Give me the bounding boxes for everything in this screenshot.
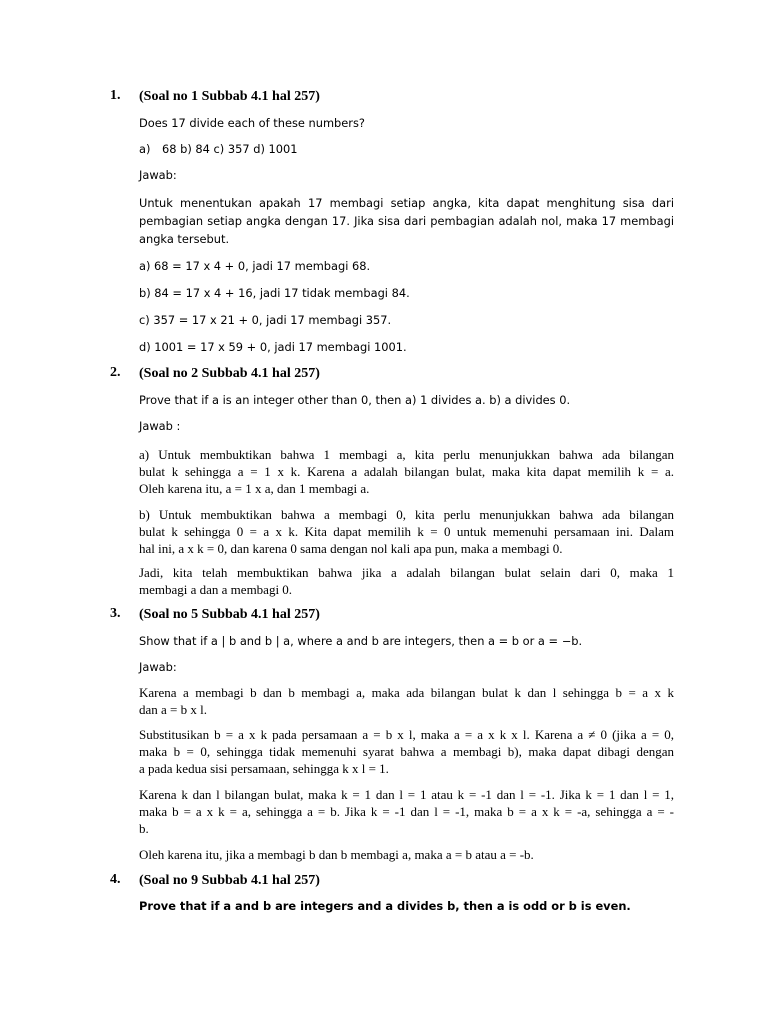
paragraph-line: bulat k sehingga a = 1 x k. Karena a adalah bilangan bulat, maka kita dapat memilih k = a. [139, 464, 674, 479]
options-text: 68 b) 84 c) 357 d) 1001 [162, 142, 298, 156]
option-label: a) [139, 142, 151, 156]
paragraph-line: Oleh karena itu, a = 1 x a, dan 1 membagi a. [139, 481, 370, 496]
question-number: 4. [110, 872, 121, 887]
question-number: 3. [110, 606, 121, 621]
answer-label: Jawab : [139, 419, 181, 433]
question-number: 1. [110, 88, 121, 103]
paragraph-line: angka tersebut. [139, 232, 230, 246]
question-heading: (Soal no 2 Subbab 4.1 hal 257) [139, 366, 320, 381]
question-heading: (Soal no 1 Subbab 4.1 hal 257) [139, 89, 320, 104]
paragraph-line: Jadi, kita telah membuktikan bahwa jika a adalah bilangan bulat selain dari 0, maka 1 [139, 565, 674, 580]
paragraph-line: a pada kedua sisi persamaan, sehingga k x l = 1. [139, 761, 389, 776]
paragraph-line: Untuk menentukan apakah 17 membagi setiap angka, kita dapat menghitung sisa dari [139, 196, 674, 210]
paragraph-line: dan a = b x l. [139, 702, 207, 717]
question-heading: (Soal no 9 Subbab 4.1 hal 257) [139, 873, 320, 888]
paragraph-line: maka b = a x k = a, sehingga a = b. Jika k = -1 dan l = -1, maka b = a x k = -a, sehingga a = - [139, 804, 674, 819]
answer-line: a) 68 = 17 x 4 + 0, jadi 17 membagi 68. [139, 259, 371, 273]
paragraph-line: b) Untuk membuktikan bahwa a membagi 0, kita perlu menunjukkan bahwa ada bilangan [139, 507, 674, 522]
paragraph-line: pembagian setiap angka dengan 17. Jika sisa dari pembagian adalah nol, maka 17 membagi [139, 214, 674, 228]
answer-label: Jawab: [139, 168, 177, 182]
question-heading: (Soal no 5 Subbab 4.1 hal 257) [139, 607, 320, 622]
question-text: Prove that if a and b are integers and a divides b, then a is odd or b is even. [139, 899, 631, 913]
question-text: Does 17 divide each of these numbers? [139, 116, 365, 130]
answer-label: Jawab: [139, 660, 177, 674]
paragraph-line: maka b = 0, sehingga tidak memenuhi syarat bahwa a membagi b), maka dapat dibagi dengan [139, 744, 674, 759]
answer-line: b) 84 = 17 x 4 + 16, jadi 17 tidak membagi 84. [139, 286, 410, 300]
answer-line: d) 1001 = 17 x 59 + 0, jadi 17 membagi 1001. [139, 340, 407, 354]
paragraph-line: b. [139, 821, 149, 836]
paragraph-line: Karena a membagi b dan b membagi a, maka ada bilangan bulat k dan l sehingga b = a x k [139, 685, 674, 700]
question-number: 2. [110, 365, 121, 380]
paragraph-line: Substitusikan b = a x k pada persamaan a = b x l, maka a = a x k x l. Karena a ≠ 0 (jika a = 0, [139, 727, 674, 742]
paragraph-line: hal ini, a x k = 0, dan karena 0 sama dengan nol kali apa pun, maka a membagi 0. [139, 541, 563, 556]
paragraph-line: Oleh karena itu, jika a membagi b dan b membagi a, maka a = b atau a = -b. [139, 847, 534, 862]
question-text: Show that if a | b and b | a, where a and b are integers, then a = b or a = −b. [139, 634, 583, 648]
paragraph-line: bulat k sehingga 0 = a x k. Kita dapat memilih k = 0 untuk memenuhi persamaan ini. Dalam [139, 524, 674, 539]
paragraph-line: membagi a dan a membagi 0. [139, 582, 293, 597]
paragraph-line: Karena k dan l bilangan bulat, maka k = 1 dan l = 1 atau k = -1 dan l = -1. Jika k = 1 dan l = 1, [139, 787, 674, 802]
paragraph-line: a) Untuk membuktikan bahwa 1 membagi a, kita perlu menunjukkan bahwa ada bilangan [139, 447, 674, 462]
question-text: Prove that if a is an integer other than 0, then a) 1 divides a. b) a divides 0. [139, 393, 571, 407]
answer-line: c) 357 = 17 x 21 + 0, jadi 17 membagi 357. [139, 313, 392, 327]
